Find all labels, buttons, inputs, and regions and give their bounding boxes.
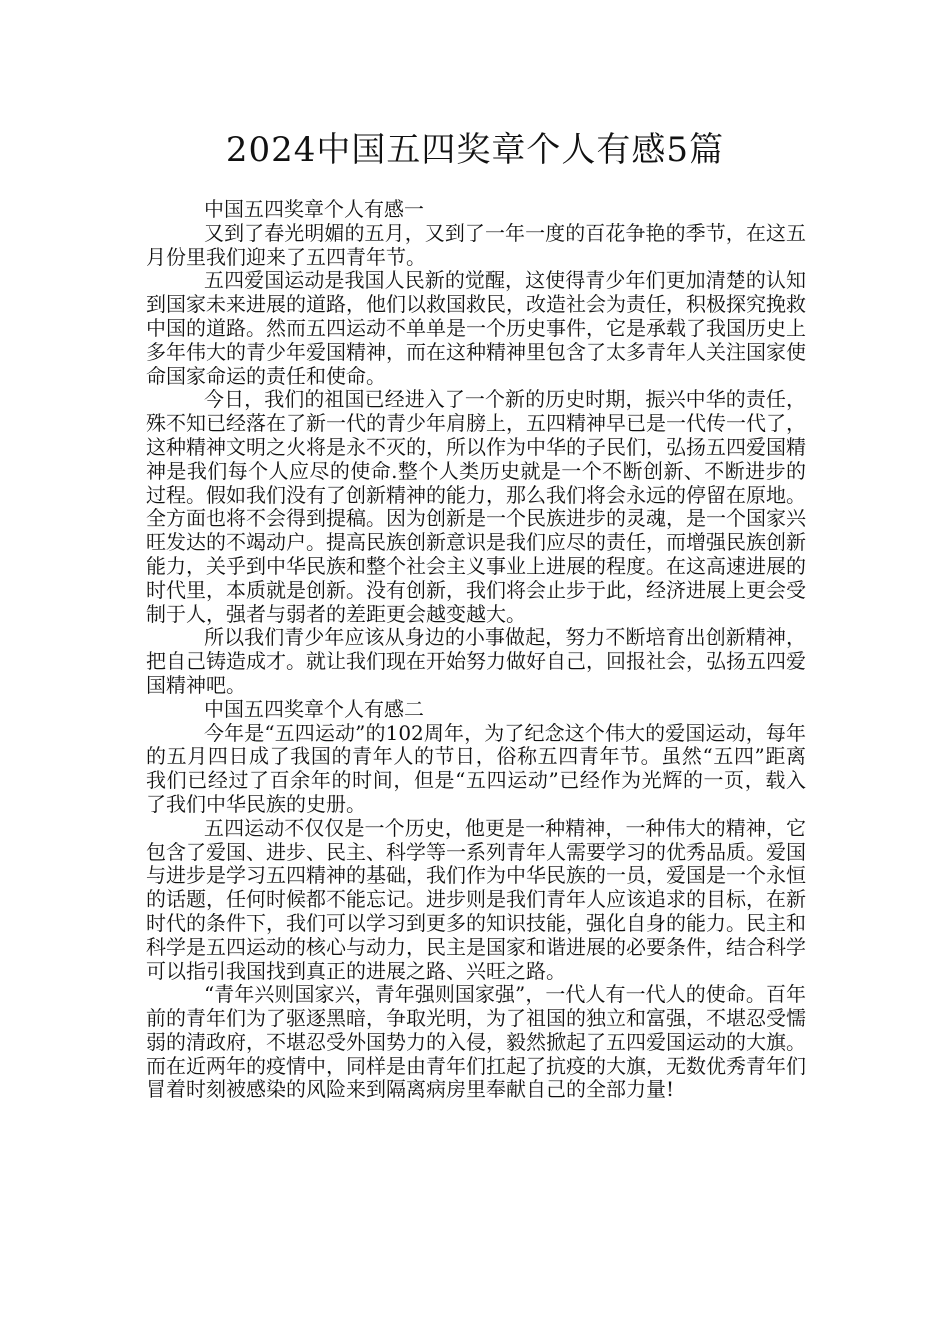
paragraph: 今年是“五四运动”的102周年，为了纪念这个伟大的爱国运动，每年的五月四日成了我国的青年人的节日，俗称五四青年节。虽然“五四”距离我们已经过了百余年的时间，但是“五四运动”已经作为光辉的一页，载入了我们中华民族的史册。 [146, 720, 806, 816]
section-heading-2: 中国五四奖章个人有感二 [204, 696, 424, 721]
paragraph: 所以我们青少年应该从身边的小事做起，努力不断培育出创新精神，把自己铸造成才。就让我们现在开始努力做好自己，回报社会，弘扬五四爱国精神吧。 [146, 625, 806, 697]
section-heading-1: 中国五四奖章个人有感一 [204, 197, 424, 221]
document-title: 2024中国五四奖章个人有感5篇 [225, 130, 725, 170]
paragraph: 又到了春光明媚的五月，又到了一年一度的百花争艳的季节，在这五月份里我们迎来了五四青年节。 [146, 220, 806, 269]
paragraph: 五四运动不仅仅是一个历史，他更是一种精神，一种伟大的精神，它包含了爱国、进步、民主、科学等一系列青年人需要学习的优秀品质。爱国与进步是学习五四精神的基础，我们作为中华民族的一员，爱国是一个永恒的话题，任何时候都不能忘记。进步则是我们青年人应该追求的目标，在新时代的条件下，我们可以学习到更多的知识技能，强化自身的能力。民主和科学是五四运动的核心与动力，民主是国家和谐进展的必要条件，结合科学可以指引我国找到真正的进展之路、兴旺之路。 [146, 815, 806, 983]
paragraph: “青年兴则国家兴，青年强则国家强”，一代人有一代人的使命。百年前的青年们为了驱逐黑暗，争取光明，为了祖国的独立和富强，不堪忍受懦弱的清政府，不堪忍受外国势力的入侵，毅然掀起了五四爱国运动的大旗。而在近两年的疫情中，同样是由青年们扛起了抗疫的大旗，无数优秀青年们冒着时刻被感染的风险来到隔离病房里奉献自己的全部力量! [146, 982, 806, 1102]
paragraph: 今日，我们的祖国已经进入了一个新的历史时期，振兴中华的责任，殊不知已经落在了新一代的青少年肩膀上，五四精神早已是一代传一代了，这种精神文明之火将是永不灭的，所以作为中华的子民们，弘扬五四爱国精神是我们每个人应尽的使命.整个人类历史就是一个不断创新、不断进步的过程。假如我们没有了创新精神的能力，那么我们将会永远的停留在原地。全方面也将不会得到提稿。因为创新是一个民族进步的灵魂，是一个国家兴旺发达的不竭动户。提高民族创新意识是我们应尽的责任，而增强民族创新能力，关乎到中华民族和整个社会主义事业上进展的程度。在这高速进展的时代里，本质就是创新。没有创新，我们将会止步于此，经济进展上更会受制于人，强者与弱者的差距更会越变越大。 [146, 387, 806, 626]
paragraph: 五四爱国运动是我国人民新的觉醒，这使得青少年们更加清楚的认知到国家未来进展的道路，他们以救国救民，改造社会为责任，积极探究挽救中国的道路。然而五四运动不单单是一个历史事件，它是承载了我国历史上多年伟大的青少年爱国精神，而在这种精神里包含了太多青年人关注国家使命国家命运的责任和使命。 [146, 268, 806, 388]
document-body [146, 198, 806, 1102]
